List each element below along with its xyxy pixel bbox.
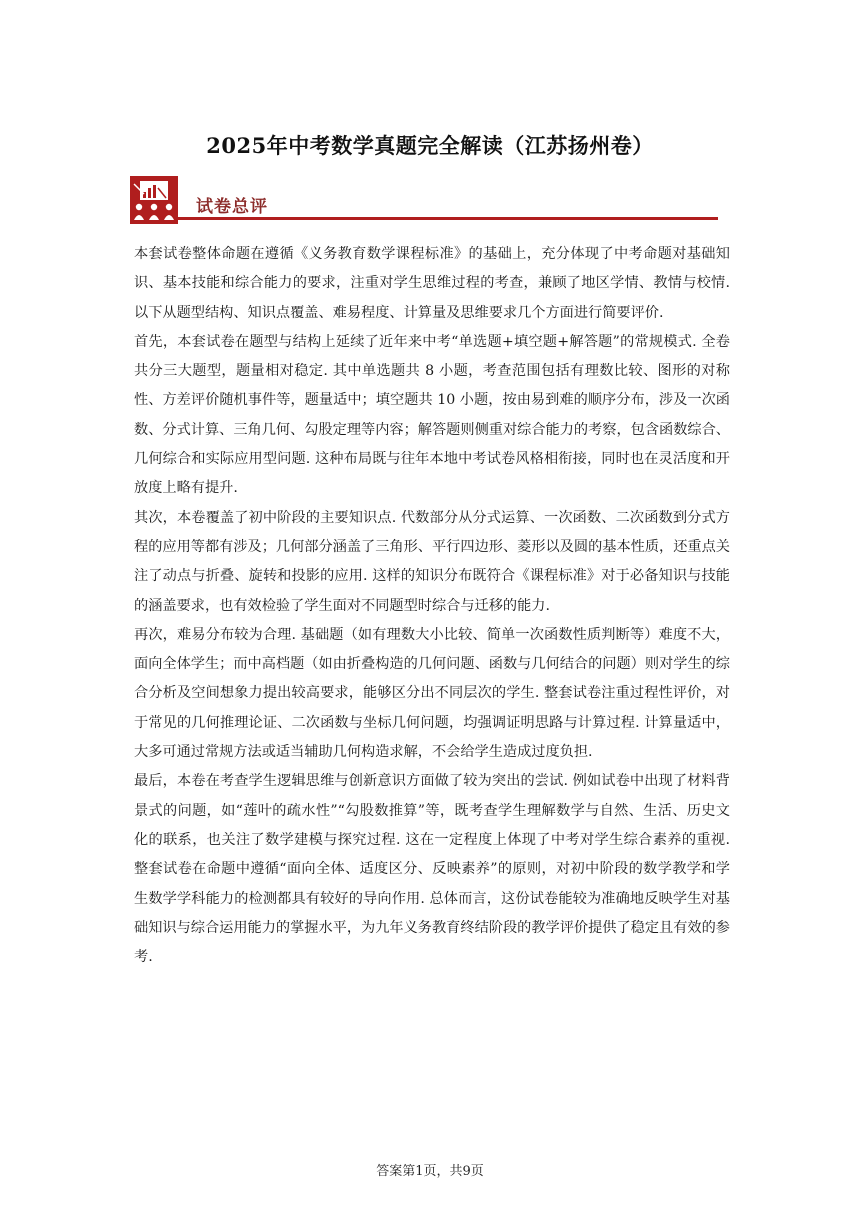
section-header xyxy=(130,176,720,232)
paragraph-intro: 本套试卷整体命题在遵循《义务教育数学课程标准》的基础上，充分体现了中考命题对基础知识、基本技能和综合能力的要求，注重对学生思维过程的考查，兼顾了地区学情、教情与校情. 以下从题型结构、知识点覆盖、难易程度、计算量及思维要求几个方面进行简要评价. xyxy=(134,246,730,321)
section-divider xyxy=(178,217,718,220)
presentation-board-icon xyxy=(130,176,178,224)
document-body xyxy=(134,240,730,972)
page-footer: 答案第1页，共9页 xyxy=(376,1164,484,1179)
paragraph-difficulty: 再次，难易分布较为合理. 基础题（如有理数大小比较、简单一次函数性质判断等）难度不大，面向全体学生；而中高档题（如由折叠构造的几何问题、函数与几何结合的问题）则对学生的综合分析及空间想象力提出较高要求，能够区分出不同层次的学生. 整套试卷注重过程性评价，对于常见的几何推理论证、二次函数与坐标几何问题，均强调证明思路与计算过程. 计算量适中，大多可通过常规方法或适当辅助几何构造求解，不会给学生造成过度负担. xyxy=(134,626,730,761)
paragraph-coverage: 其次，本卷覆盖了初中阶段的主要知识点. 代数部分从分式运算、一次函数、二次函数到分式方程的应用等都有涉及；几何部分涵盖了三角形、平行四边形、菱形以及圆的基本性质，还重点关注了动点与折叠、旋转和投影的应用. 这样的知识分布既符合《课程标准》对于必备知识与技能的涵盖要求，也有效检验了学生面对不同题型时综合与迁移的能力. xyxy=(134,509,730,614)
paragraph-structure: 首先，本套试卷在题型与结构上延续了近年来中考“单选题+填空题+解答题”的常规模式. 全卷共分三大题型，题量相对稳定. 其中单选题共 8 小题，考查范围包括有理数比较、图形的对称性、方差评价随机事件等，题量适中；填空题共 10 小题，按由易到难的顺序分布，涉及一次函数、分式计算、三角几何、勾股定理等内容；解答题则侧重对综合能力的考察，包含函数综合、几何综合和实际应用型问题. 这种布局既与往年本地中考试卷风格相衔接，同时也在灵活度和开放度上略有提升. xyxy=(134,333,730,497)
paragraph-conclusion: 最后，本卷在考查学生逻辑思维与创新意识方面做了较为突出的尝试. 例如试卷中出现了材料背景式的问题，如“莲叶的疏水性”“勾股数推算”等，既考查学生理解数学与自然、生活、历史文化的联系，也关注了数学建模与探究过程. 这在一定程度上体现了中考对学生综合素养的重视. 整套试卷在命题中遵循“面向全体、适度区分、反映素养”的原则，对初中阶段的数学教学和学生数学学科能力的检测都具有较好的导向作用. 总体而言，这份试卷能较为准确地反映学生对基础知识与综合运用能力的掌握水平，为九年义务教育终结阶段的教学评价提供了稳定且有效的参考. xyxy=(134,773,730,966)
page-title: 2025年中考数学真题完全解读（江苏扬州卷） xyxy=(206,133,654,158)
section-label: 试卷总评 xyxy=(196,197,268,217)
